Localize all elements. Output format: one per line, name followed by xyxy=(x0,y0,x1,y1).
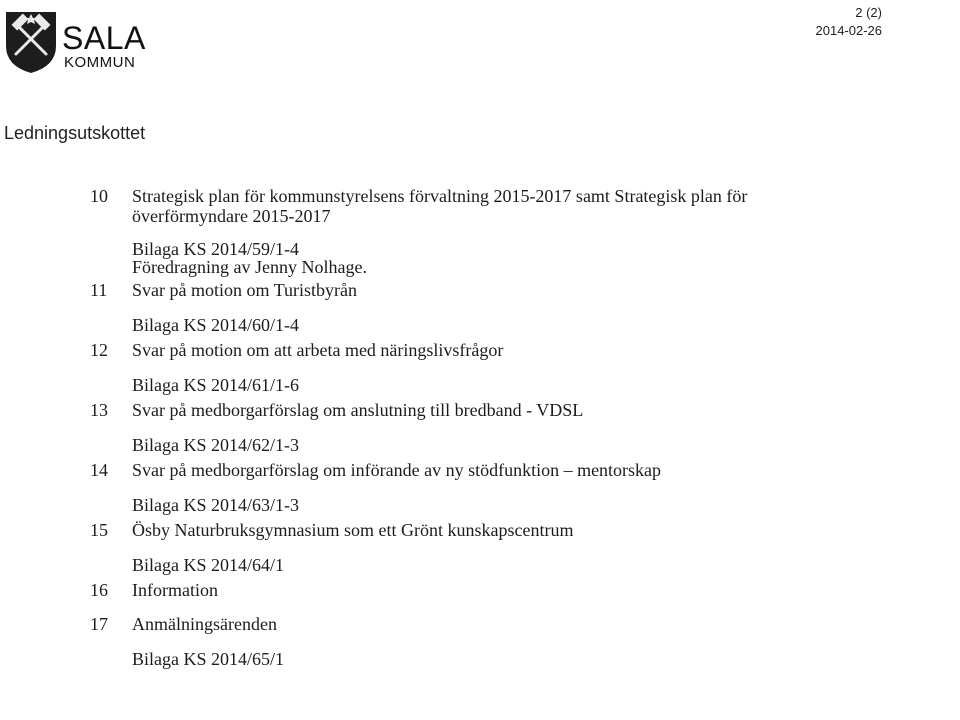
item-title: Svar på motion om att arbeta med näringslivsfrågor xyxy=(132,340,504,360)
item-attachment: Bilaga KS 2014/60/1-4 xyxy=(132,315,299,335)
page-number: 2 (2) xyxy=(855,5,882,20)
logo-name: SALA xyxy=(62,20,146,56)
agenda-item xyxy=(90,520,790,574)
item-title: Svar på motion om Turistbyrån xyxy=(132,280,358,300)
item-number: 17 xyxy=(90,614,108,634)
agenda-item xyxy=(90,580,790,600)
agenda-item xyxy=(90,460,790,514)
item-number: 11 xyxy=(90,280,108,300)
municipality-logo xyxy=(4,6,164,76)
item-number: 14 xyxy=(90,460,108,480)
item-title: Ösby Naturbruksgymnasium som ett Grönt kunskapscentrum xyxy=(132,520,574,540)
item-attachment: Bilaga KS 2014/61/1-6 xyxy=(132,375,299,395)
agenda-item xyxy=(90,280,790,334)
shield-emblem-icon xyxy=(4,6,58,74)
agenda-list xyxy=(90,186,790,674)
item-title: Svar på medborgarförslag om anslutning till bredband - VDSL xyxy=(132,400,584,420)
item-title: Strategisk plan för kommunstyrelsens förvaltning 2015-2017 samt Strategisk plan för överförmyndare 2015-2017 xyxy=(132,186,748,226)
item-title: Anmälningsärenden xyxy=(132,614,277,634)
committee-name: Ledningsutskottet xyxy=(4,123,146,143)
agenda-item xyxy=(90,400,790,454)
logo-subtitle: KOMMUN xyxy=(64,54,136,71)
item-number: 15 xyxy=(90,520,108,540)
agenda-item xyxy=(90,340,790,394)
item-attachment: Bilaga KS 2014/64/1 xyxy=(132,555,284,575)
item-number: 12 xyxy=(90,340,108,360)
agenda-item xyxy=(90,186,790,276)
item-title: Svar på medborgarförslag om införande av ny stödfunktion – mentorskap xyxy=(132,460,662,480)
item-note: Föredragning av Jenny Nolhage. xyxy=(132,257,367,277)
item-title: Information xyxy=(132,580,218,600)
item-attachment: Bilaga KS 2014/59/1-4 xyxy=(132,239,299,259)
item-number: 16 xyxy=(90,580,108,600)
item-attachment: Bilaga KS 2014/65/1 xyxy=(132,649,284,669)
document-date: 2014-02-26 xyxy=(815,23,882,38)
item-number: 10 xyxy=(90,186,108,206)
item-attachment: Bilaga KS 2014/62/1-3 xyxy=(132,435,299,455)
item-attachment: Bilaga KS 2014/63/1-3 xyxy=(132,495,299,515)
item-number: 13 xyxy=(90,400,108,420)
document-header-info xyxy=(816,4,883,40)
agenda-item xyxy=(90,614,790,668)
